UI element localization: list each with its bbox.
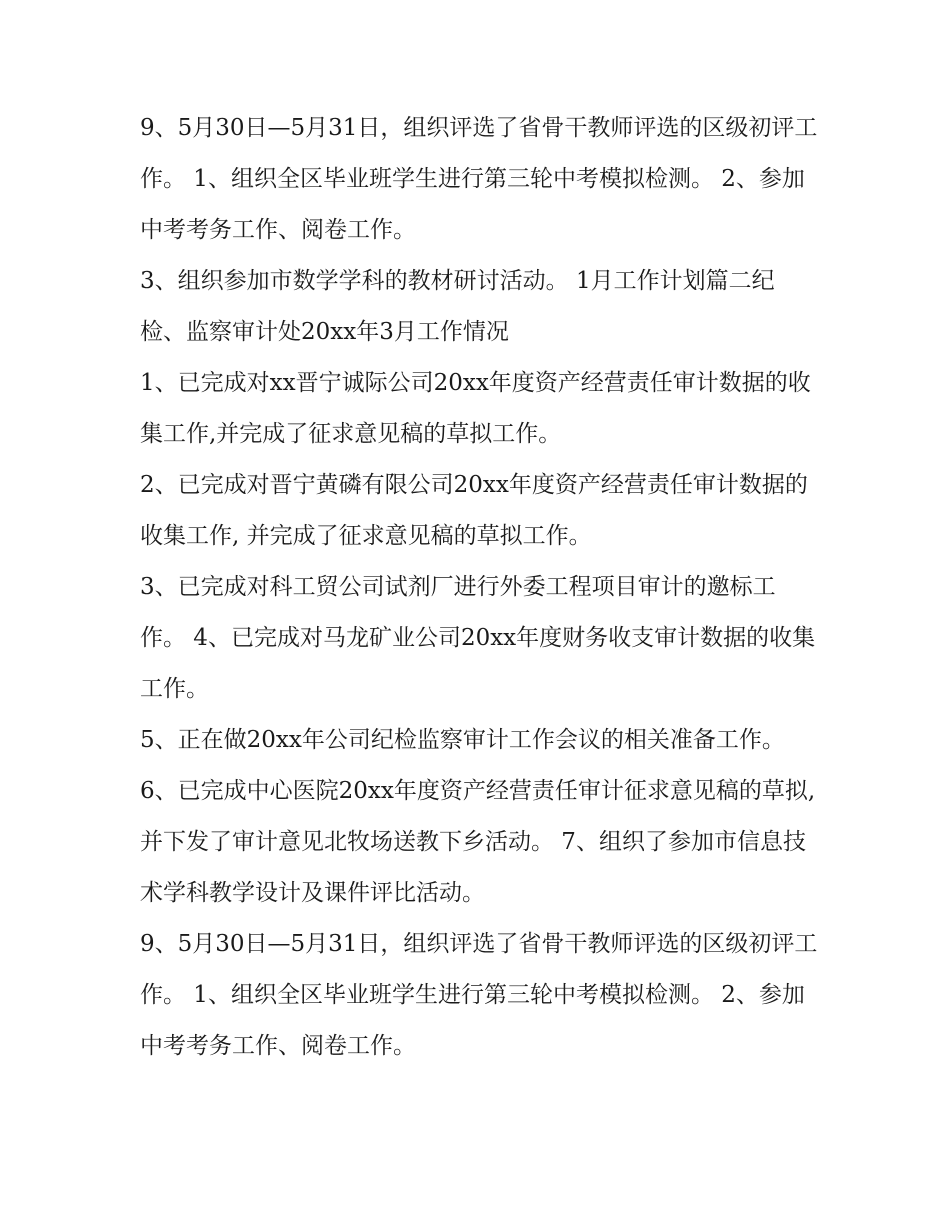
paragraph-1: 9、5月30日—5月31日，组织评选了省骨干教师评选的区级初评工作。 1、组织全区毕业班学生进行第三轮中考模拟检测。 2、参加中考考务工作、阅卷工作。 <box>140 115 818 243</box>
paragraph-2: 3、组织参加市数学学科的教材研讨活动。 1月工作计划篇二纪检、监察审计处20xx年3月工作情况 <box>140 268 775 345</box>
paragraph-8: 9、5月30日—5月31日，组织评选了省骨干教师评选的区级初评工作。 1、组织全区毕业班学生进行第三轮中考模拟检测。 2、参加中考考务工作、阅卷工作。 <box>140 931 818 1059</box>
paragraph-7: 6、已完成中心医院20xx年度资产经营责任审计征求意见稿的草拟,并下发了审计意见北牧场送教下乡活动。 7、组织了参加市信息技术学科教学设计及课件评比活动。 <box>140 778 816 906</box>
document-body <box>140 103 820 1072</box>
paragraph-5: 3、已完成对科工贸公司试剂厂进行外委工程项目审计的邀标工作。 4、已完成对马龙矿业公司20xx年度财务收支审计数据的收集工作。 <box>140 574 816 702</box>
paragraph-3: 1、已完成对xx晋宁诚际公司20xx年度资产经营责任审计数据的收集工作,并完成了征求意见稿的草拟工作。 <box>140 370 811 447</box>
paragraph-4: 2、已完成对晋宁黄磷有限公司20xx年度资产经营责任审计数据的收集工作, 并完成了征求意见稿的草拟工作。 <box>140 472 808 549</box>
paragraph-6: 5、正在做20xx年公司纪检监察审计工作会议的相关准备工作。 <box>140 727 785 753</box>
